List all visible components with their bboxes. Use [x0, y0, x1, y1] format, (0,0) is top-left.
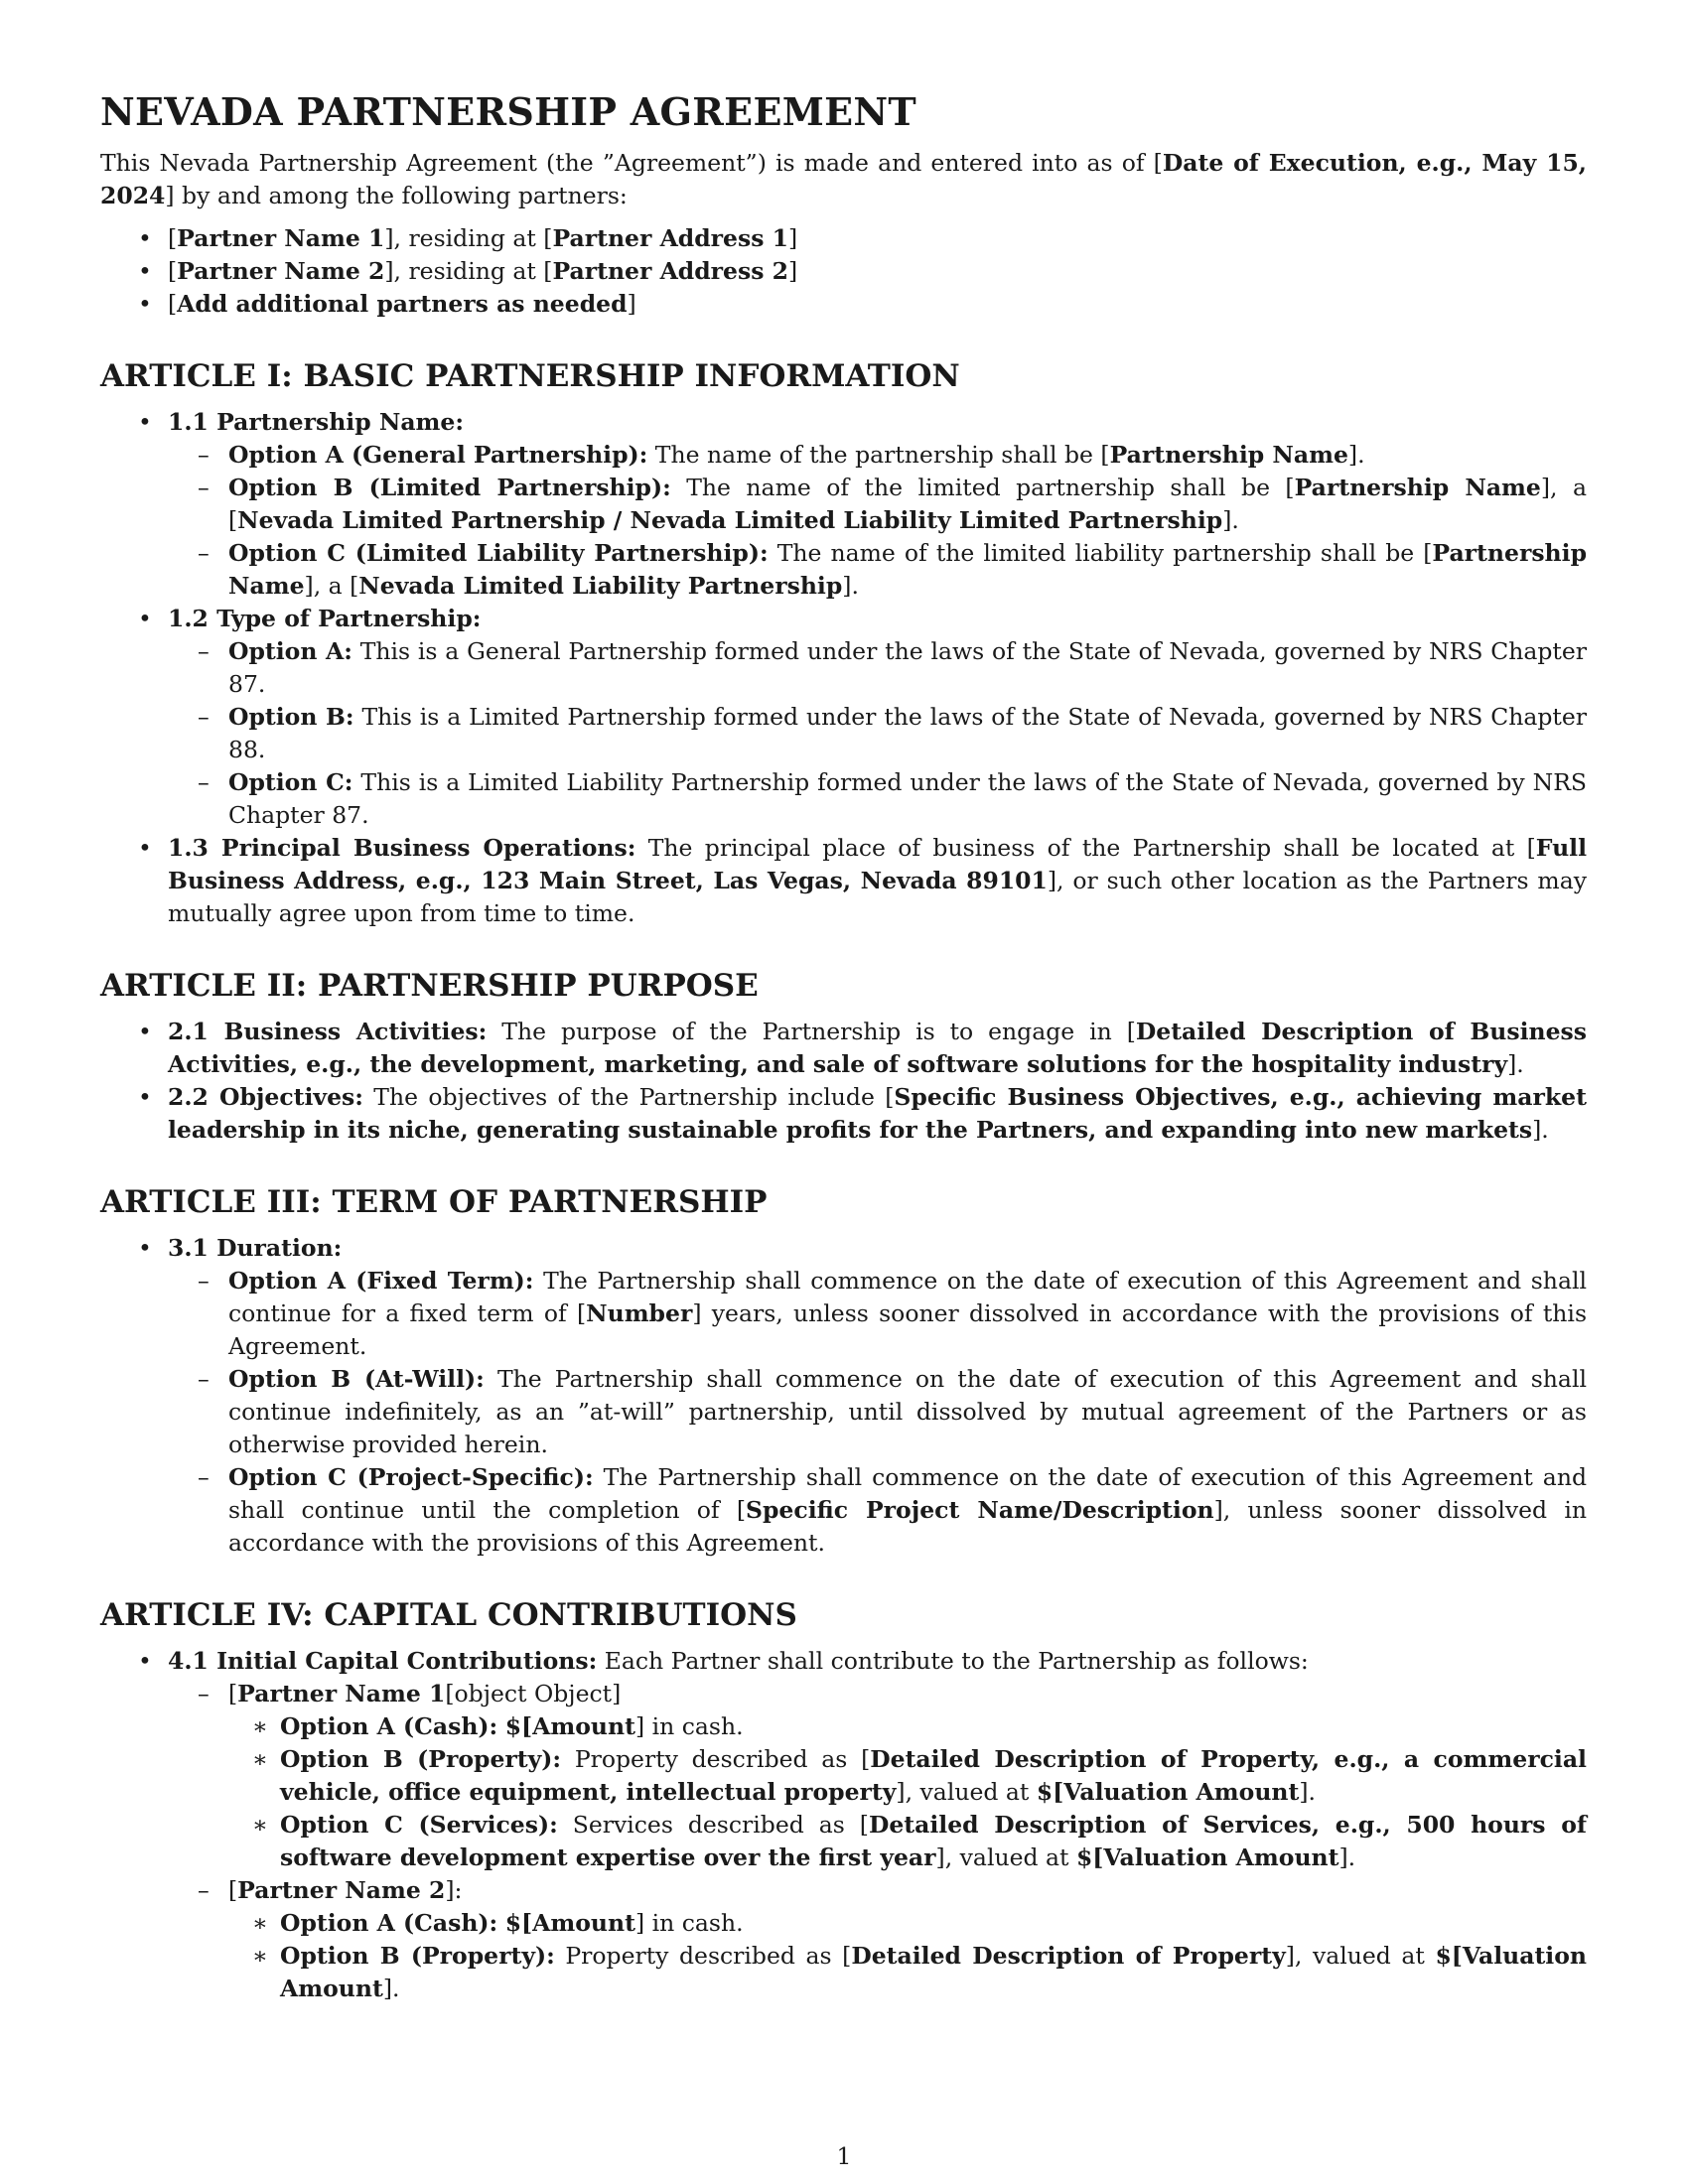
- article-1-heading: ARTICLE I: BASIC PARTNERSHIP INFORMATION: [100, 358, 960, 394]
- list-item: • [Add additional partners as needed]: [100, 288, 1587, 321]
- page-number: 1: [836, 2142, 852, 2170]
- article-1-list: [100, 406, 1587, 930]
- list-item: – Option A (Fixed Term): The Partnership shall commence on the date of execution of this Agreement and shall continue for a fixed term of [Number] years, unless sooner dissolved in accordance with the provisions of this Agreement.: [168, 1265, 1587, 1363]
- partner-list: [100, 222, 1587, 321]
- section-1-3: • 1.3 Principal Business Operations: The principal place of business of the Partnership shall be located at [Full Business Address, e.g., 123 Main Street, Las Vegas, Nevada 89101], or such other location as the Partners may mutually agree upon from time to time.: [100, 832, 1587, 930]
- article-2-heading: ARTICLE II: PARTNERSHIP PURPOSE: [100, 968, 759, 1004]
- list-item: ∗ Option C (Services): Services described as [Detailed Description of Services, e.g., 500 hours of software development expertise over the first year], valued at $[Valuation Amount].: [228, 1809, 1587, 1874]
- section-1-1: • 1.1 Partnership Name: – Option A (General Partnership): The name of the partnership shall be [Partnership Name]. – Option B (Limited Partnership): The name of the limited partnership shall be [Partnership Name], a [Nevada Limited Partnership / Nevada Limited Liability Limited Partnership]. – Option C (Limited Liability Partnership): The name of the limited liability partnership shall be [Partnership Name], a [Nevada Limited Liability Partnership].: [100, 406, 1587, 603]
- list-item: ∗ Option A (Cash): $[Amount] in cash.: [228, 1907, 1587, 1940]
- list-item: • [Partner Name 1], residing at [Partner Address 1]: [100, 222, 1587, 255]
- list-item: ∗ Option A (Cash): $[Amount] in cash.: [228, 1710, 1587, 1743]
- list-item: – Option A (General Partnership): The name of the partnership shall be [Partnership Name].: [168, 439, 1587, 472]
- section-1-2-options: [168, 635, 1587, 832]
- section-4-1: • 4.1 Initial Capital Contributions: Each Partner shall contribute to the Partnership as follows: – [Partner Name 1[object Object] ∗ Option A (Cash): $[Amount] in cash. ∗ Option B (Property): Property described as [Detailed Description of Property, e.g., a commercial vehicle, office equipment, intellectual property], valued at $[Valuation Amount]. ∗ Option C (Services): Services described as [Detailed Description of Services, e.g., 500 hours of software development expertise over the first year], valued at $[Valuation Amount]. – [Partner Name 2]: ∗ Option A (Cash): $[Amount] in cash. ∗ Option B (Property): Property described as [Detailed Description of Property], valued at $[Valuation Amount].: [100, 1645, 1587, 2005]
- intro-paragraph: This Nevada Partnership Agreement (the ”Agreement”) is made and entered into as of [Date of Execution, e.g., May 15, 2024] by and among the following partners:: [100, 149, 1587, 209]
- list-item: ∗ Option B (Property): Property described as [Detailed Description of Property], valued at $[Valuation Amount].: [228, 1940, 1587, 2005]
- partner-2-options: [228, 1907, 1587, 2005]
- document-page: [100, 0, 1587, 2005]
- list-item: – Option B: This is a Limited Partnership formed under the laws of the State of Nevada, governed by NRS Chapter 88.: [168, 701, 1587, 766]
- section-2-1: • 2.1 Business Activities: The purpose of the Partnership is to engage in [Detailed Description of Business Activities, e.g., the development, marketing, and sale of software solutions for the hospitality industry].: [100, 1016, 1587, 1081]
- article-2-list: [100, 1016, 1587, 1147]
- list-item: – [Partner Name 2]: ∗ Option A (Cash): $[Amount] in cash. ∗ Option B (Property): Property described as [Detailed Description of Property], valued at $[Valuation Amount].: [168, 1874, 1587, 2005]
- list-item: – Option C (Project-Specific): The Partnership shall commence on the date of execution of this Agreement and shall continue until the completion of [Specific Project Name/Description], unless sooner dissolved in accordance with the provisions of this Agreement.: [168, 1461, 1587, 1560]
- article-3-heading: ARTICLE III: TERM OF PARTNERSHIP: [100, 1184, 768, 1220]
- list-item: ∗ Option B (Property): Property described as [Detailed Description of Property, e.g., a commercial vehicle, office equipment, intellectual property], valued at $[Valuation Amount].: [228, 1743, 1587, 1809]
- article-4-heading: ARTICLE IV: CAPITAL CONTRIBUTIONS: [100, 1597, 797, 1633]
- document-title: NEVADA PARTNERSHIP AGREEMENT: [100, 89, 916, 134]
- section-2-2: • 2.2 Objectives: The objectives of the Partnership include [Specific Business Objectives, e.g., achieving market leadership in its niche, generating sustainable profits for the Partners, and expanding into new markets].: [100, 1081, 1587, 1147]
- article-3-list: [100, 1232, 1587, 1560]
- partner-1-options: [228, 1710, 1587, 1874]
- list-item: – Option B (At-Will): The Partnership shall commence on the date of execution of this Agreement and shall continue indefinitely, as an ”at-will” partnership, until dissolved by mutual agreement of the Partners or as otherwise provided herein.: [168, 1363, 1587, 1461]
- section-1-2: • 1.2 Type of Partnership: – Option A: This is a General Partnership formed under the laws of the State of Nevada, governed by NRS Chapter 87. – Option B: This is a Limited Partnership formed under the laws of the State of Nevada, governed by NRS Chapter 88. – Option C: This is a Limited Liability Partnership formed under the laws of the State of Nevada, governed by NRS Chapter 87.: [100, 603, 1587, 832]
- section-3-1-options: [168, 1265, 1587, 1560]
- section-3-1: • 3.1 Duration: – Option A (Fixed Term): The Partnership shall commence on the date of execution of this Agreement and shall continue for a fixed term of [Number] years, unless sooner dissolved in accordance with the provisions of this Agreement. – Option B (At-Will): The Partnership shall commence on the date of execution of this Agreement and shall continue indefinitely, as an ”at-will” partnership, until dissolved by mutual agreement of the Partners or as otherwise provided herein. – Option C (Project-Specific): The Partnership shall commence on the date of execution of this Agreement and shall continue until the completion of [Specific Project Name/Description], unless sooner dissolved in accordance with the provisions of this Agreement.: [100, 1232, 1587, 1560]
- list-item: – Option B (Limited Partnership): The name of the limited partnership shall be [Partnership Name], a [Nevada Limited Partnership / Nevada Limited Liability Limited Partnership].: [168, 472, 1587, 537]
- list-item: – Option C (Limited Liability Partnership): The name of the limited liability partnership shall be [Partnership Name], a [Nevada Limited Liability Partnership].: [168, 537, 1587, 603]
- section-4-1-partners: [168, 1678, 1587, 2005]
- list-item: – Option C: This is a Limited Liability Partnership formed under the laws of the State of Nevada, governed by NRS Chapter 87.: [168, 766, 1587, 832]
- list-item: – Option A: This is a General Partnership formed under the laws of the State of Nevada, governed by NRS Chapter 87.: [168, 635, 1587, 701]
- list-item: • [Partner Name 2], residing at [Partner Address 2]: [100, 255, 1587, 288]
- list-item: – [Partner Name 1[object Object] ∗ Option A (Cash): $[Amount] in cash. ∗ Option B (Property): Property described as [Detailed Description of Property, e.g., a commercial vehicle, office equipment, intellectual property], valued at $[Valuation Amount]. ∗ Option C (Services): Services described as [Detailed Description of Services, e.g., 500 hours of software development expertise over the first year], valued at $[Valuation Amount].: [168, 1678, 1587, 1874]
- section-1-1-options: [168, 439, 1587, 603]
- article-4-list: [100, 1645, 1587, 2005]
